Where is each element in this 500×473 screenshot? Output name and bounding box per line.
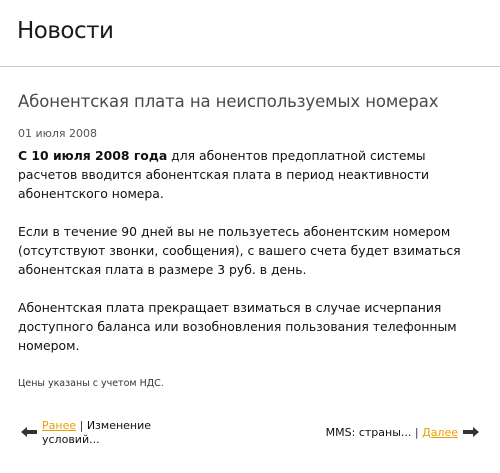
article-paragraph-1 [18,146,488,203]
next-separator: | [411,426,423,439]
next-article-title[interactable]: MMS: страны... [325,426,412,439]
prev-separator: | [76,419,87,432]
article-paragraph-1-text: для абонентов предоплатной системы расчетов вводится абонентская плата в период неактивности абонентского номера. [18,148,430,201]
arrow-right-icon[interactable] [462,426,480,438]
article-paragraph-2: Если в течение 90 дней вы не пользуетесь абонентским номером (отсутствуют звонки, сообщения), с вашего счета будет взиматься абонентская плата в размере 3 руб. в день. [18,224,461,277]
article-paragraph-3: Абонентская плата прекращает взиматься в случае исчерпания доступного баланса или возобновления пользования телефонным номером. [18,300,457,353]
article-pager [0,419,500,459]
next-article-block [326,426,458,440]
page-title: Новости [17,18,114,44]
arrow-left-icon[interactable] [20,426,38,438]
next-link[interactable]: Далее [422,426,458,439]
vat-note: Цены указаны с учетом НДС. [18,378,164,389]
article-title: Абонентская плата на неиспользуемых номерах [18,92,439,111]
prev-article-title[interactable]: Изменение условий... [42,419,152,446]
page-header [0,0,500,67]
news-article [18,92,488,389]
prev-link[interactable]: Ранее [42,419,77,432]
article-lead-date: С 10 июля 2008 года [18,148,168,163]
article-date: 01 июля 2008 [18,127,98,140]
prev-article-block [42,419,172,447]
